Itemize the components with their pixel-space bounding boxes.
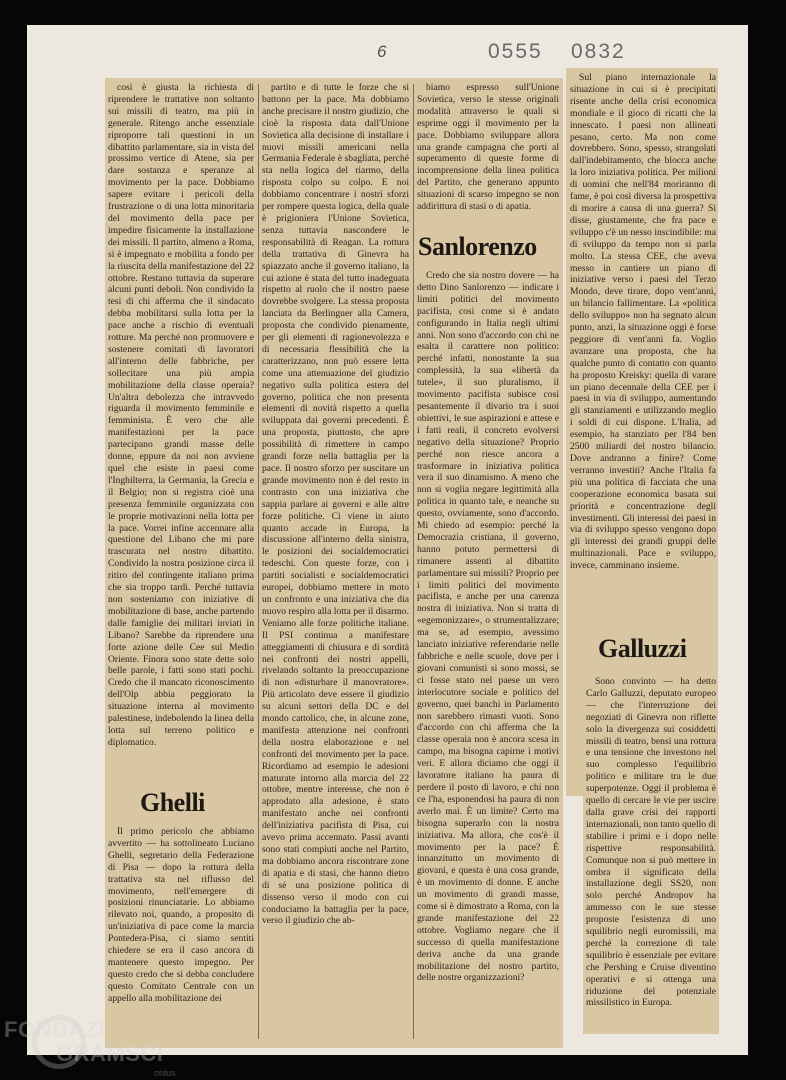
page-number-annotation: 6: [377, 42, 387, 61]
column-1-paragraph: così è giusta la richiesta di riprendere le trattative non soltanto sui missili di teatro, ma più in generale. Ritengo anche essenziale riproporre tali questioni in un dibattito parlamentare, sia in vista del prossimo vertice di Atene, sia per dare sostanza e speranze al movimento per la pace. Dobbiamo sapere evitare i pericoli della frustrazione o di una lotta minoritaria del movimento della pace per impedire fisicamente la installazione dei missili. Il partito, almeno a Roma, si è impegnato e mobilita a fondo per la riuscita della manifestazione del 22 ottobre. Restano tuttavia da superare alcuni punti deboli. Non condivido la tesi di chi afferma che il sindacato debba mobilitarsi sulla lotta per la pace anche a rischio di eventuali rotture. Ma perché non promuovere e sostenere comitati di lavoratori all'interno delle fabbriche, per sollecitare una più ampia mobilitazione della classe operaia? Un'altra debolezza che intravvedo riguarda il movimento femminile e femminista. È vero che alle manifestazioni per la pace partecipano grandi masse delle donne, eppure da noi non avviene quel che esiste in paesi come l'Inghilterra, la Germania, la Grecia e il Belgio; non si registra cioè una presenza femminile organizzata con le proprie motivazioni nella lotta per la pace. Vorrei infine accennare alla questione del Libano che mi pare trascurata nel nostro dibattito. Condivido la nostra posizione circa il ritiro del contingente italiano prima che sia troppo tardi. Perché tuttavia non sosteniamo con iniziative di mobilitazione di base, anche partendo dalle famiglie dei militari inviati in Libano? Sarebbe da riprendere una forte azione delle Cee sul Medio Oriente. Finora sono state dette solo belle parole, i fatti sono stati pochi. Credo che il mancato riconoscimento dell'Olp abbia peggiorato la situazione interna al movimento palestinese, indebolendo la linea della lotta sul terreno politico e diplomatico.: [108, 82, 254, 748]
article-column-4-section: [586, 676, 716, 1030]
column-rule: [258, 84, 259, 1039]
watermark-text: [4, 1018, 163, 1066]
article-column-3-section: [417, 270, 559, 1044]
article-column-1-top: [108, 82, 254, 772]
section-heading-ghelli: Ghelli: [140, 788, 205, 817]
article-column-3-top: [417, 82, 559, 228]
column-rule: [413, 84, 414, 1039]
article-column-2: [262, 82, 409, 1042]
section-heading-galluzzi: Galluzzi: [598, 634, 687, 663]
watermark-line-2: GRAMSCI: [56, 1041, 164, 1066]
galluzzi-paragraph: Sono convinto — ha detto Carlo Galluzzi, deputato europeo — che l'interruzione dei negoziati di Ginevra non riflette solo la divergenza sui cosiddetti missili di teatro, bensì una rottura e una tensione che investono nel suo complesso l'equilibrio politico e militare tra le due superpotenze. Oggi il problema è quello di cercare le vie per uscire dalla grave crisi dei rapporti internazionali, non tanto quello di stabilire i primi e i dopo nelle rispettive responsabilità. Comunque non si può mettere in ombra il significato della installazione degli SS20, non solo perché Andropov ha ammesso con le sue stesse proposte l'esistenza di uno squilibrio negli euromissili, ma perché la correzione di tale squilibrio è essenziale per evitare che Pershing e Cruise diventino operativi e si ottenga una riduzione del potenziale missilistico in Europa.: [586, 676, 716, 1009]
sanlorenzo-paragraph: Credo che sia nostro dovere — ha detto Dino Sanlorenzo — indicare i limiti politici del movimento pacifista, così come si è andato configurando in Italia negli ultimi anni. Non sono d'accordo con chi ne esalta il carattere non politico: perché infatti, nonostante la sua complessità, la sua «libertà da tutele», il suo pluralismo, il movimento pacifista subisce così pesantemente il divario tra i suoi obiettivi, le sue aspirazioni e attese e i fatti reali, il concreto evolversi negativo della situazione? Proprio perché non riesce ancora a trasformare in iniziativa politica vera il suo dinamismo. A meno che non si voglia negare legittimità alla politica in quanto tale, e neanche su questo, ovviamente, sono d'accordo. Mi chiedo ad esempio: perché la Democrazia cristiana, il governo, hanno potuto permettersi di rimanere assenti al dibattito parlamentare sui missili? Proprio per i limiti politici del movimento pacifista, e anche per una carenza nostra di iniziativa. Non si tratta di «egemonizzare», o strumentalizzare; ma se, ad esempio, avessimo lanciato iniziative referendarie nelle fabbriche e nelle scuole, dove per i giovani comunisti si sono mossi, se ci fosse stato nel paese un vero interlocutore sociale e politico del governo, quei banchi in Parlamento non sarebbero rimasti vuoti. Sono d'accordo con chi afferma che la classe operaia non è ancora scesa in campo, ma bisogna capirne i motivi veri. E allora diciamo che oggi il lavoratore italiano ha paura di perdere il posto di lavoro, e chi non ce l'ha, esponendosi ha paura di non averlo mai. È un limite? Certo ma bisogna superarlo con la nostra iniziativa. Ma allora, che cos'è il movimento per la pace? È innanzitutto un movimento di giovani, e questa è una cosa grande, è un movimento di donne. E anche un movimento di grandi masse, come si è dimostrato a Roma, con la grande manifestazione del 22 ottobre. Vogliamo negare che il successo di quella manifestazione deriva anche da una grande mobilitazione del nostro partito, delle nostre organizzazioni?: [417, 270, 559, 984]
article-column-1-section: [108, 826, 254, 1046]
watermark-line-1: FONDAZI: [4, 1017, 106, 1042]
ghelli-paragraph: Il primo pericolo che abbiamo avvertito — ha sottolineato Luciano Ghelli, segretario della Federazione di Pisa — dopo la rottura della trattativa sta nel riflusso del movimento, nell'emergere di posizioni rinunciatarie. Lo abbiamo rilevato noi, quando, a proposito di un'iniziativa di pace come la marcia Pontedera-Pisa, ci siamo sentiti chiedere se era il caso ancora di mantenere questo impegno. Per questo credo che si debba concludere questo Comitato Centrale con un appello alla mobilitazione dei: [108, 826, 254, 1004]
archive-code-right: 0832: [571, 40, 626, 63]
watermark-subtitle: onlus: [154, 1068, 176, 1078]
archive-code-left: 0555: [488, 40, 543, 63]
column-2-paragraph: partito e di tutte le forze che si battono per la pace. Ma dobbiamo anche precisare il nostro giudizio, che cioè la risposta data dall'Unione Sovietica alla decisione di installare i nuovi missili americani nella Germania Federale è sbagliata, perché sta nella logica del riarmo, della risposta colpo su colpo. E noi dobbiamo concentrare i nostri sforzi per rompere questa logica, della quale è prigioniera l'Unione Sovietica, senza tuttavia nascondere le responsabilità di Reagan. La rottura della trattativa di Ginevra ha spiazzato anche il governo italiano, la cui azione è stata del tutto inadeguata rispetto al ruolo che il nostro paese dovrebbe svolgere. La stessa proposta lanciata da Berlinguer alla Camera, proposta che condivido pienamente, per gli elementi di ragionevolezza e di necessaria flessibilità che la caratterizzano, non può essere letta come una attenuazione del giudizio negativo sulla politica estera del governo, politica che non presenta elementi di novità rispetto a quella sviluppata dai governi precedenti. È una proposta, piuttosto, che apre possibilità di rimettere in campo grandi forze nella battaglia per la pace. Il nostro sforzo per suscitare un grande movimento non è del resto in contrasto con una iniziativa che sappia parlare ai governi e alle altre forze politiche. Ci viene in aiuto quanto accade in Europa, la discussione all'interno della sinistra, le posizioni dei socialdemocratici tedeschi. Con queste forze, con i partiti socialisti e socialdemocratici europei, dobbiamo mettere in moto un confronto e una iniziativa che dia nuovo respiro alla lotta per il disarmo. Veniamo alle forze politiche italiane. Il PSI continua a manifestare atteggiamenti di chiusura e di sordità nei confronti dei nostri appelli, rivelando soltanto la preoccupazione di non «disturbare il manovratore». Più articolato deve essere il giudizio su alcuni settori della DC e del mondo cattolico, che, in alcune zone, manifesta attenzione nei confronti della nostra elaborazione e nel confronti del movimento per la pace. Ricordiamo ad esempio le adesioni maturate intorno alla marcia del 22 ottobre, mentre interesse, che non è approdato alla adesione, è stato manifestato anche nei confronti dell'iniziativa pacifista di Pisa, cui avevo prima accennato. Passi avanti sono stati compiuti anche nel Partito, ma dobbiamo ancora riscontrare zone di apatia e di stasi, che hanno dietro di sé una posizione politica di dissenso verso il modo con cui conduciamo la battaglia per la pace, verso il giudizio che ab-: [262, 82, 409, 927]
column-3-paragraph: biamo espresso sull'Unione Sovietica, verso le stesse originali modalità attraverso le quali si esprime oggi il movimento per la pace. Dobbiamo sviluppare allora una grande campagna che porti al superamento di queste forme di incomprensione della linea politica del Partito, che generano appunto situazioni di scarso impegno se non addirittura di stasi o di apatia.: [417, 82, 559, 213]
section-heading-sanlorenzo: Sanlorenzo: [418, 232, 537, 261]
article-column-4-top: [570, 72, 716, 620]
column-4-paragraph: Sul piano internazionale la situazione in cui si è precipitati risente anche della crisi economica mondiale e il gioco di ricatti che la innescato. I paesi non allineati pesano, certo. Ma non come dovrebbero. Sono, spesso, strangolati dall'indebitamento, che blocca anche la loro iniziativa politica. Per milioni di uomini che nell'84 moriranno di fame, è poi così diversa la prospettiva di morire a causa di una guerra? Si disse, giustamente, che fra pace e sviluppo c'è un nesso inscindibile: ma di sviluppo da tempo non si parla molto. La stessa CEE, che aveva messo in cantiere un piano di iniziative verso i paesi del Terzo Mondo, deve tirare, dopo vent'anni, un bilancio fallimentare. La «politica dello sviluppo» non ha segnato alcun punto, anzi, la situazione oggi è forse peggiore di vent'anni fa. Voglio avanzare una proposta, che ha qualche punto di contatto con quanto ha proposto Kreisky: quella di varare un piano decennale della CEE per i paesi in via di sviluppo, aumentando gli stanziamenti e utilizzando meglio i soldi di cui dispone. L'Italia, ad esempio, ha stanziato per l'84 ben 2500 miliardi del nostro bilancio. Dove andranno a finire? Come verranno investiti? Anche l'Italia fa più una politica di facciata che una cooperazione economica basata sui priorità e concentrazione degli investimenti. Gli interessi dei paesi in via di sviluppo spesso vengono dopo gli interessi dei grandi gruppi delle multinazionali. Pace e sviluppo, invece, camminano insieme.: [570, 72, 716, 572]
